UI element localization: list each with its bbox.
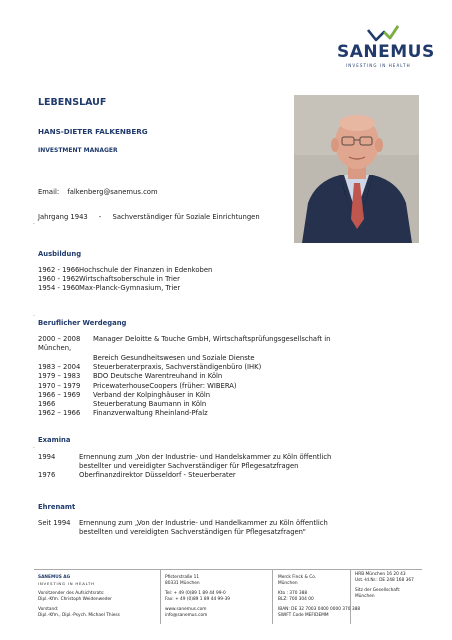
footer-web-link[interactable]: www.sanemus.com <box>165 607 207 613</box>
footer-bank-col <box>278 575 360 619</box>
brand-name: SANEMUS <box>337 42 435 62</box>
margin-mark: · <box>33 445 35 452</box>
row-years: 1983 – 2004 <box>38 362 81 371</box>
footer-separator <box>272 569 273 624</box>
footer-address-col <box>165 575 230 619</box>
row-years: 1954 - 1960 <box>38 284 80 292</box>
birth-separator: - <box>98 213 102 221</box>
row-years: 1976 <box>38 471 56 479</box>
row-text: Manager Deloitte & Touche GmbH, Wirtschaftsprüfungsgesellschaft in <box>93 335 331 343</box>
footer-registry-col <box>355 572 414 599</box>
footer-mail-link[interactable]: info@sanemus.com <box>165 612 208 618</box>
brand-tagline: INVESTING IN HEALTH <box>346 63 411 68</box>
footer-street: Pfisterstraße 11 <box>165 575 200 580</box>
footer-separator <box>160 569 161 624</box>
email-row <box>38 188 158 197</box>
row-text-continued: bestellten und vereidigten Sachverständigen für Pflegesatzfragen“ <box>79 528 307 536</box>
footer-board-label: Vorsitzender des Aufsichtsrats: <box>38 591 105 597</box>
footer-blz: BLZ: 700 304 00 <box>278 596 314 602</box>
footer-swift: SWIFT Code MEFIDEMM <box>278 612 329 618</box>
row-text: Ernennung zum „Von der Industrie- und Handelskammer zu Köln öffentlich <box>79 453 332 461</box>
footer-divider <box>34 569 422 570</box>
birth-year: Jahrgang 1943 <box>38 213 88 221</box>
row-years: München, <box>38 344 72 353</box>
section-ehrenamt-heading: Ehrenamt <box>38 503 76 511</box>
margin-mark: · <box>33 313 35 320</box>
row-text: Max-Planck-Gymnasium, Trier <box>79 284 181 292</box>
footer-board-name: Dipl.-Kfm. Christoph Weidenweder <box>38 596 112 602</box>
row-text: BDO Deutsche Warentreuhand in Köln <box>93 372 223 381</box>
row-text: Steuerberaterpraxis, Sachverständigenbüro (IHK) <box>93 362 262 371</box>
section-ausbildung-heading: Ausbildung <box>38 250 82 258</box>
row-years: Seit 1994 <box>38 519 71 527</box>
footer-city: 80331 München <box>165 580 200 586</box>
person-name: HANS-DIETER FALKENBERG <box>38 127 148 136</box>
row-text: PricewaterhouseCoopers (früher: WIBERA) <box>93 381 237 390</box>
footer-seat-label: Sitz der Gesellschaft: <box>355 588 401 594</box>
row-text: Wirtschaftsoberschule in Trier <box>79 275 180 283</box>
footer-exec-label: Vorstand: <box>38 607 59 613</box>
footer-tel: Tel: + 49 (0)89 1 89 44 99-0 <box>165 591 226 597</box>
row-text-continued: bestellter und vereidigter Sachverständiger für Pflegesatzfragen <box>79 462 299 470</box>
row-text: Bereich Gesundheitswesen und Soziale Dienste <box>93 353 255 362</box>
footer-bank-city: München <box>278 580 298 586</box>
row-text: Oberfinanzdirektor Düsseldorf - Steuerberater <box>79 471 236 479</box>
birth-row <box>38 213 260 222</box>
email-label: Email: <box>38 188 60 196</box>
section-werdegang-heading: Beruflicher Werdegang <box>38 319 127 327</box>
footer-company: SANEMUS AG <box>38 575 71 580</box>
row-text: Hochschule der Finanzen in Edenkoben <box>79 266 213 274</box>
footer-company-col <box>38 575 120 619</box>
portrait-photo <box>294 95 419 243</box>
section-examina-heading: Examina <box>38 436 71 444</box>
row-years: 1979 – 1983 <box>38 372 81 381</box>
row-years: 1966 <box>38 400 56 409</box>
email-link[interactable]: falkenberg@sanemus.com <box>67 188 158 196</box>
row-years: 2000 – 2008 <box>38 335 81 343</box>
row-text: Ernennung zum „Von der Industrie- und Handelkammer zu Köln öffentlich <box>79 519 328 527</box>
row-text: Verband der Kolpinghäuser in Köln <box>93 390 211 399</box>
margin-mark: · <box>33 221 35 228</box>
row-years: 1970 – 1979 <box>38 381 81 390</box>
row-years: 1966 – 1969 <box>38 390 81 399</box>
row-years: 1962 – 1966 <box>38 409 81 418</box>
footer-hrb: HRB München 16 20 43 <box>355 572 406 577</box>
person-position: INVESTMENT MANAGER <box>38 147 118 154</box>
footer-kto: Kto : 370 388 <box>278 591 308 597</box>
birth-role: Sachverständiger für Soziale Einrichtungen <box>112 213 260 221</box>
row-text: Steuerberatung Baumann in Köln <box>93 400 207 409</box>
footer-iban: IBAN: DE 32 7003 0400 0000 370 388 <box>278 607 361 613</box>
page-title: LEBENSLAUF <box>38 97 107 108</box>
footer-bank: Merck Finck & Co. <box>278 575 317 580</box>
footer-seat: München <box>355 593 375 599</box>
row-years: 1962 - 1966 <box>38 266 80 274</box>
row-years: 1994 <box>38 453 56 461</box>
footer-exec-name: Dipl.-Kfm., Dipl.-Psych. Michael Thiess <box>38 612 120 618</box>
footer-ust: Ust.-Id.Nr.: DE 248 168 367 <box>355 577 414 583</box>
row-years: 1960 - 1962 <box>38 275 80 283</box>
row-text: Finanzverwaltung Rheinland-Pfalz <box>93 409 208 418</box>
footer-fax: Fax: + 49 (0)89 1 89 44 99-39 <box>165 596 231 602</box>
footer-tagline: INVESTING IN HEALTH <box>38 580 95 586</box>
